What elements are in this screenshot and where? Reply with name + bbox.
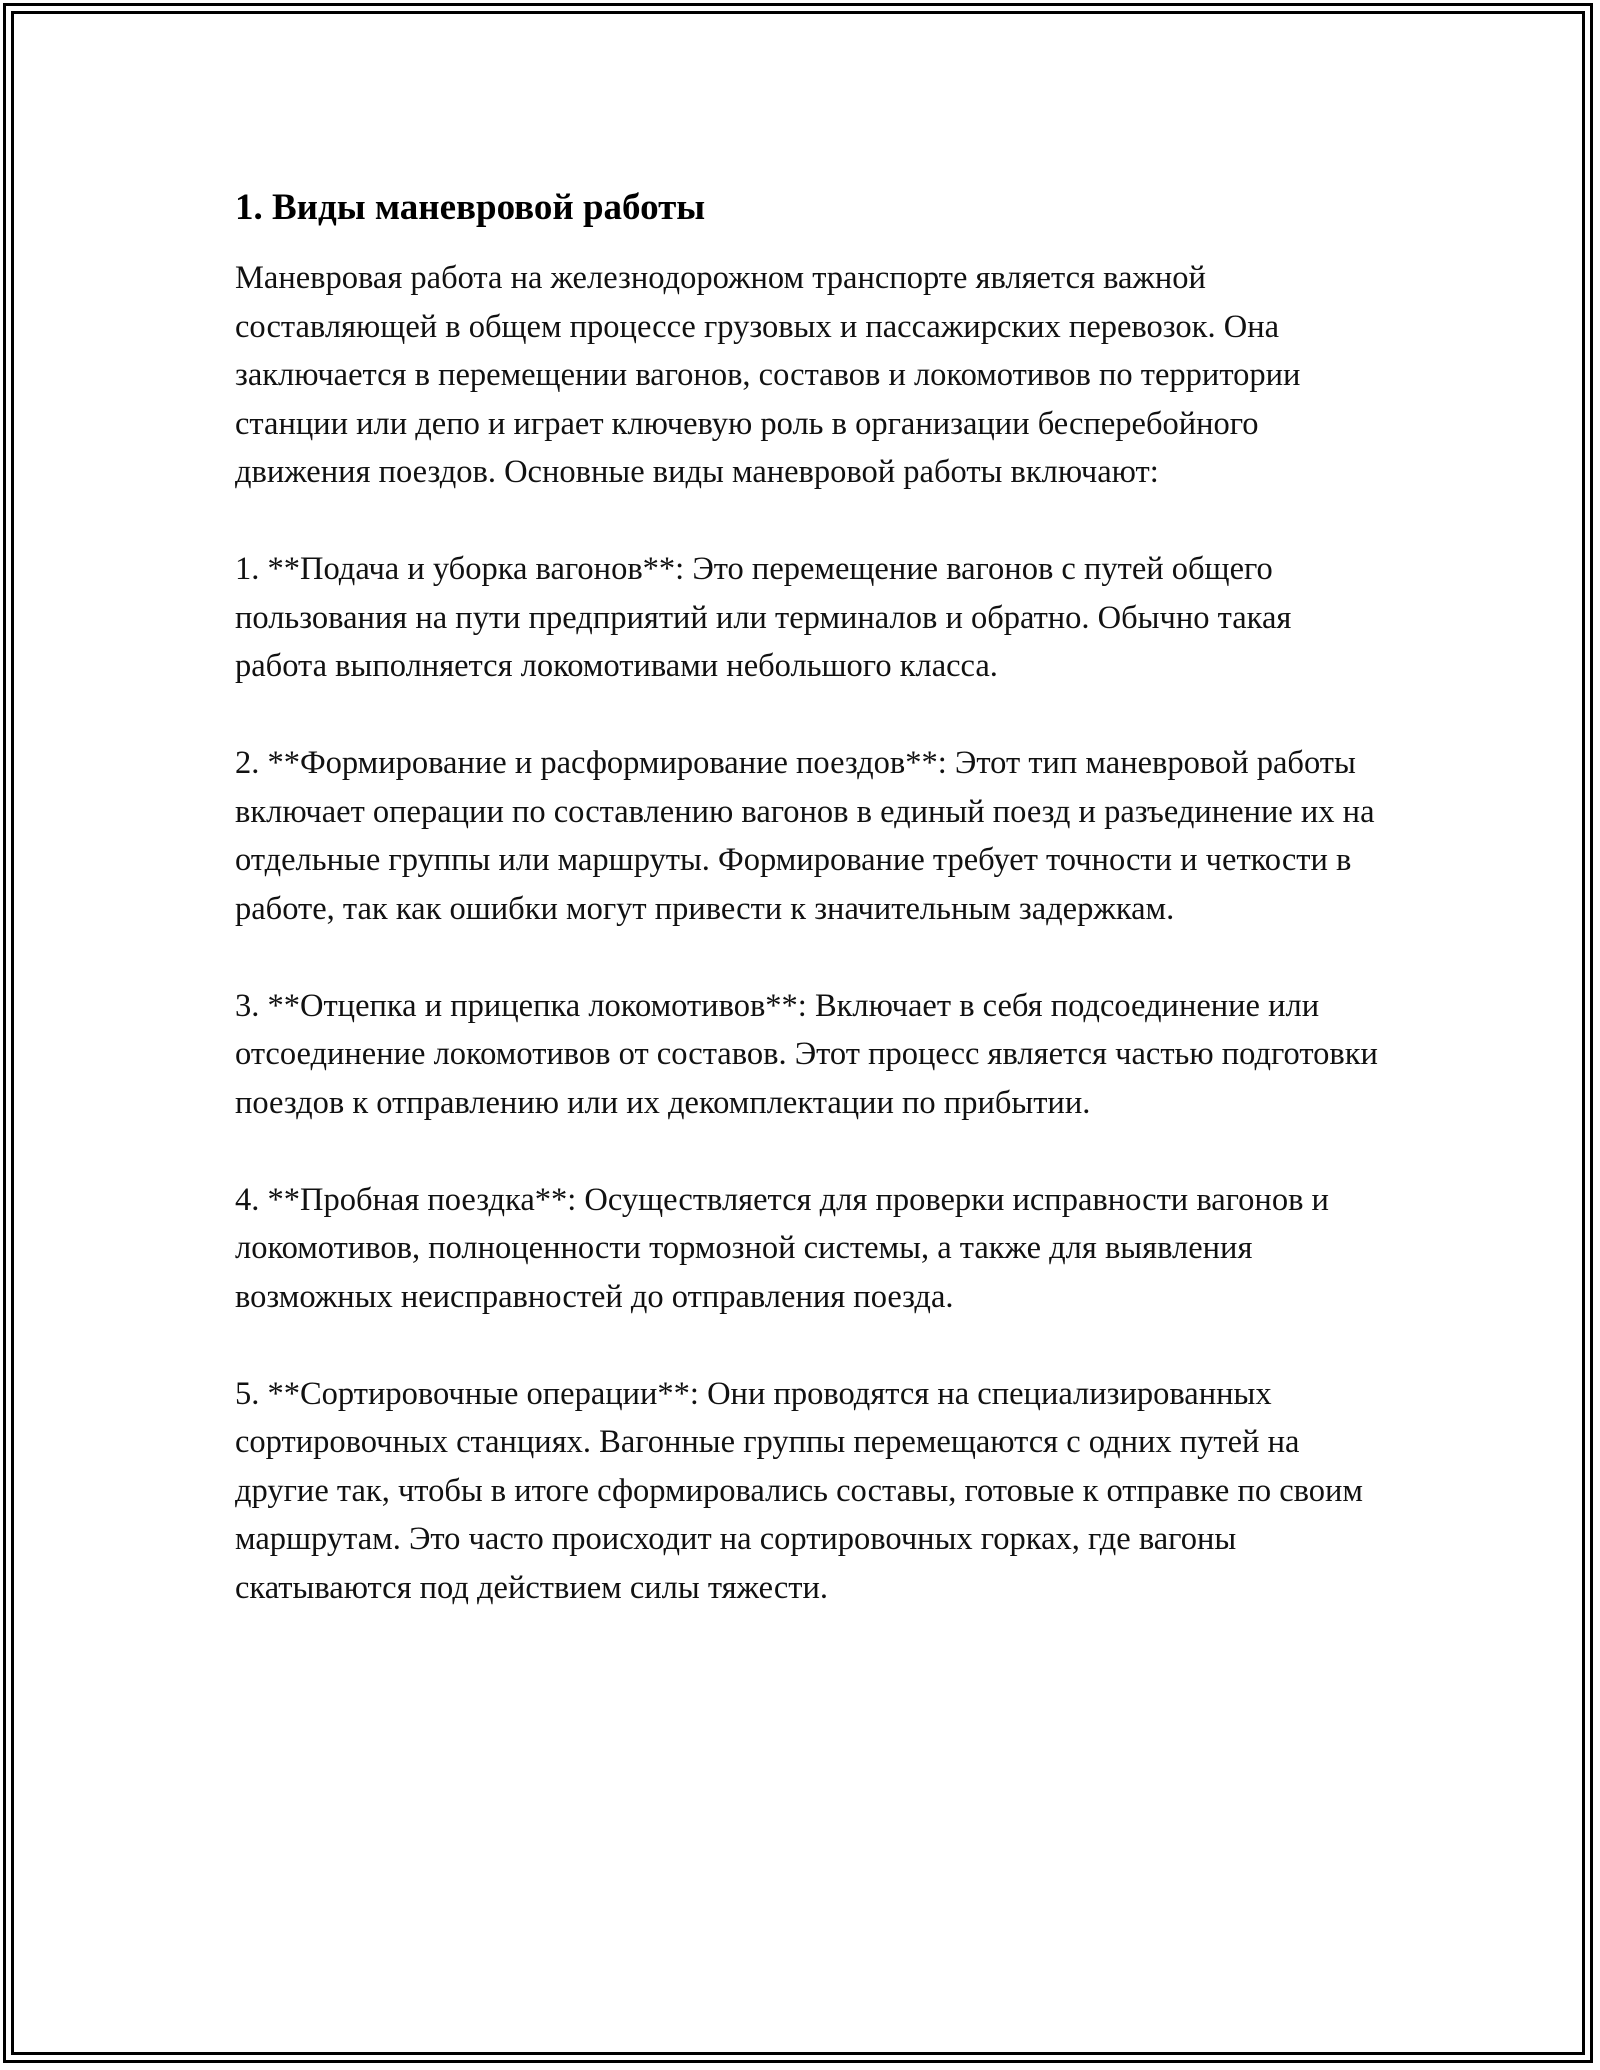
list-item-1: 1. **Подача и уборка вагонов**: Это перемещение вагонов с путей общего пользования на пути предприятий или терминалов и обратно. Обычно такая работа выполняется локомотивами небольшого класса. [235, 551, 1292, 684]
intro-paragraph: Маневровая работа на железнодорожном транспорте является важной составляющей в общем процессе грузовых и пассажирских перевозок. Она заключается в перемещении вагонов, составов и локомотивов по территории станции или депо и играет ключевую роль в организации бесперебойного движения поездов. Основные виды маневровой работы включают: [235, 260, 1301, 490]
list-item-5: 5. **Сортировочные операции**: Они проводятся на специализированных сортировочных станциях. Вагонные группы перемещаются с одних путей на другие так, чтобы в итоге сформировались составы, готовые к отправке по своим маршрутам. Это часто происходит на сортировочных горках, где вагоны скатываются под действием силы тяжести. [235, 1375, 1363, 1606]
list-item-3: 3. **Отцепка и прицепка локомотивов**: Включает в себя подсоединение или отсоединение локомотивов от составов. Этот процесс является частью подготовки поездов к отправлению или их декомплектации по прибытии. [235, 987, 1378, 1121]
list-item-2: 2. **Формирование и расформирование поездов**: Этот тип маневровой работы включает операции по составлению вагонов в единый поезд и разъединение их на отдельные группы или маршруты. Формирование требует точности и четкости в работе, так как ошибки могут привести к значительным задержкам. [235, 745, 1375, 927]
list-item-4: 4. **Пробная поездка**: Осуществляется для проверки исправности вагонов и локомотивов, полноценности тормозной системы, а также для выявления возможных неисправностей до отправления поезда. [235, 1181, 1329, 1315]
document-body [235, 184, 1385, 1612]
section-title: 1. Виды маневровой работы [235, 187, 706, 228]
